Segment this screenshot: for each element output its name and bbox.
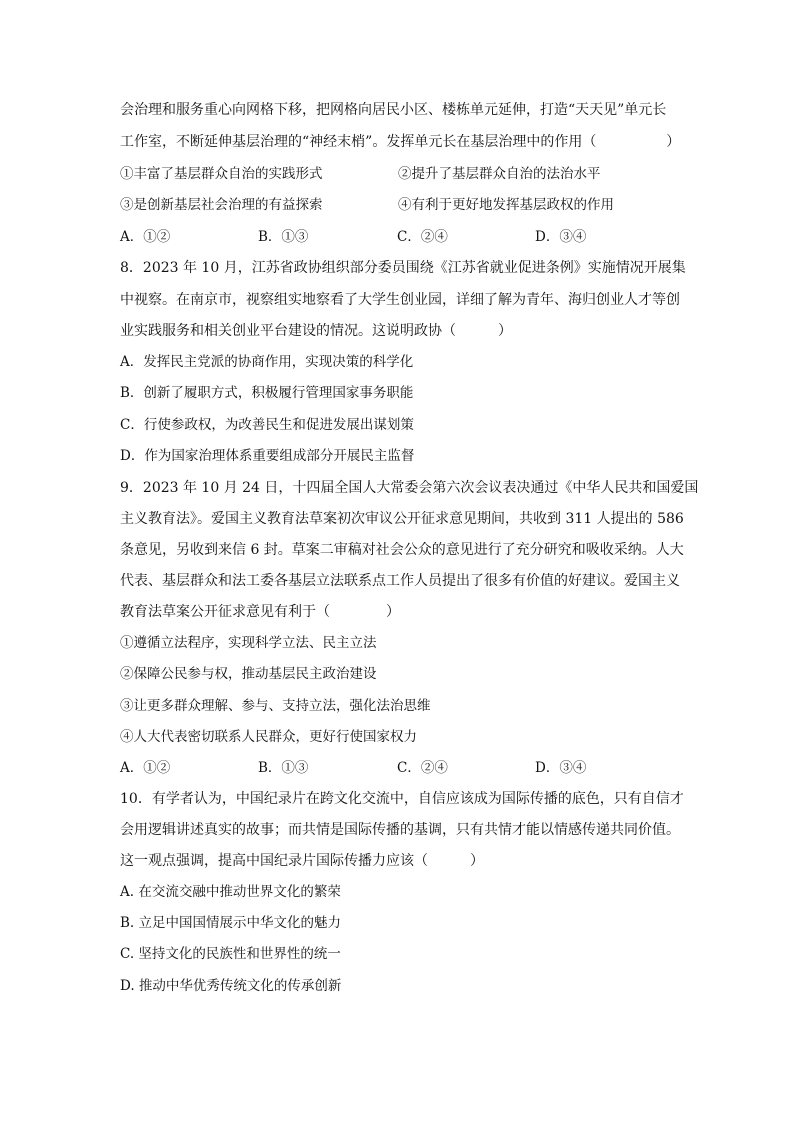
- q7-statement-3: ③是创新基层社会治理的有益探索: [120, 197, 323, 213]
- q8-option-b: B．创新了履职方式，积极履行管理国家事务职能: [120, 385, 414, 401]
- q9-stem-line-1: 9．2023 年 10 月 24 日，十四届全国人大常委会第六次会议表决通过《中华人民共和国爱国: [120, 480, 699, 496]
- q10-option-c: C. 坚持文化的民族性和世界性的统一: [120, 946, 341, 962]
- q9-option-a: A．①②: [120, 760, 171, 776]
- q10-stem-line-3: 这一观点强调，提高中国纪录片国际传播力应该（ ）: [120, 853, 484, 869]
- q10-option-d: D. 推动中华优秀传统文化的传承创新: [120, 978, 342, 994]
- q9-stem-line-3: 条意见，另收到来信 6 封。草案二审稿对社会公众的意见进行了充分研究和吸收采纳。人大: [120, 542, 684, 558]
- q7-stem-line-2: 工作室，不断延伸基层治理的“神经末梢”。发挥单元长在基层治理中的作用（ ）: [120, 134, 681, 150]
- q9-stem-line-4: 代表、基层群众和法工委各基层立法联系点工作人员提出了很多有价值的好建议。爱国主义: [120, 573, 680, 589]
- q7-option-c: C．②④: [397, 229, 448, 245]
- q8-option-c: C．行使参政权，为改善民生和促进发展出谋划策: [120, 417, 414, 433]
- q9-statement-1: ①遵循立法程序，实现科学立法、民主立法: [120, 635, 377, 651]
- q8-stem-line-2: 中视察。在南京市，视察组实地察看了大学生创业园，详细了解为青年、海归创业人才等创: [120, 292, 680, 308]
- q7-option-d: D．③④: [535, 229, 587, 245]
- q10-stem-line-2: 会用逻辑讲述真实的故事；而共情是国际传播的基调，只有共情才能以情感传递共同价值。: [120, 822, 680, 838]
- q9-statement-3: ③让更多群众理解、参与、支持立法，强化法治思维: [120, 698, 431, 714]
- q7-option-a: A．①②: [120, 229, 171, 245]
- q7-option-b: B．①③: [258, 229, 309, 245]
- q7-statement-2: ②提升了基层群众自治的法治水平: [398, 166, 601, 182]
- q7-statement-1: ①丰富了基层群众自治的实践形式: [120, 166, 323, 182]
- q10-option-a: A. 在交流交融中推动世界文化的繁荣: [120, 884, 341, 900]
- q8-option-a: A．发挥民主党派的协商作用，实现决策的科学化: [120, 354, 414, 370]
- q9-statement-2: ②保障公民参与权，推动基层民主政治建设: [120, 666, 377, 682]
- q8-option-d: D．作为国家治理体系重要组成部分开展民主监督: [120, 448, 415, 464]
- q10-option-b: B. 立足中国国情展示中华文化的魅力: [120, 915, 342, 931]
- q9-statement-4: ④人大代表密切联系人民群众，更好行使国家权力: [120, 729, 417, 745]
- q9-stem-line-5: 教育法草案公开征求意见有利于（ ）: [120, 604, 400, 620]
- q9-option-b: B．①③: [258, 760, 309, 776]
- q8-stem-line-1: 8．2023 年 10 月，江苏省政协组织部分委员围绕《江苏省就业促进条例》实施情况开展集: [120, 260, 686, 276]
- q9-option-c: C．②④: [397, 760, 448, 776]
- q7-stem-line-1: 会治理和服务重心向网格下移，把网格向居民小区、楼栋单元延伸，打造“天天见”单元长: [120, 102, 667, 118]
- q9-stem-line-2: 主义教育法》。爱国主义教育法草案初次审议公开征求意见期间，共收到 311 人提出的 586: [120, 511, 684, 527]
- q7-statement-4: ④有利于更好地发挥基层政权的作用: [398, 197, 614, 213]
- q8-stem-line-3: 业实践服务和相关创业平台建设的情况。这说明政协（ ）: [120, 323, 512, 339]
- q9-option-d: D．③④: [535, 760, 587, 776]
- q10-stem-line-1: 10．有学者认为，中国纪录片在跨文化交流中，自信应该成为国际传播的底色，只有自信才: [120, 791, 684, 807]
